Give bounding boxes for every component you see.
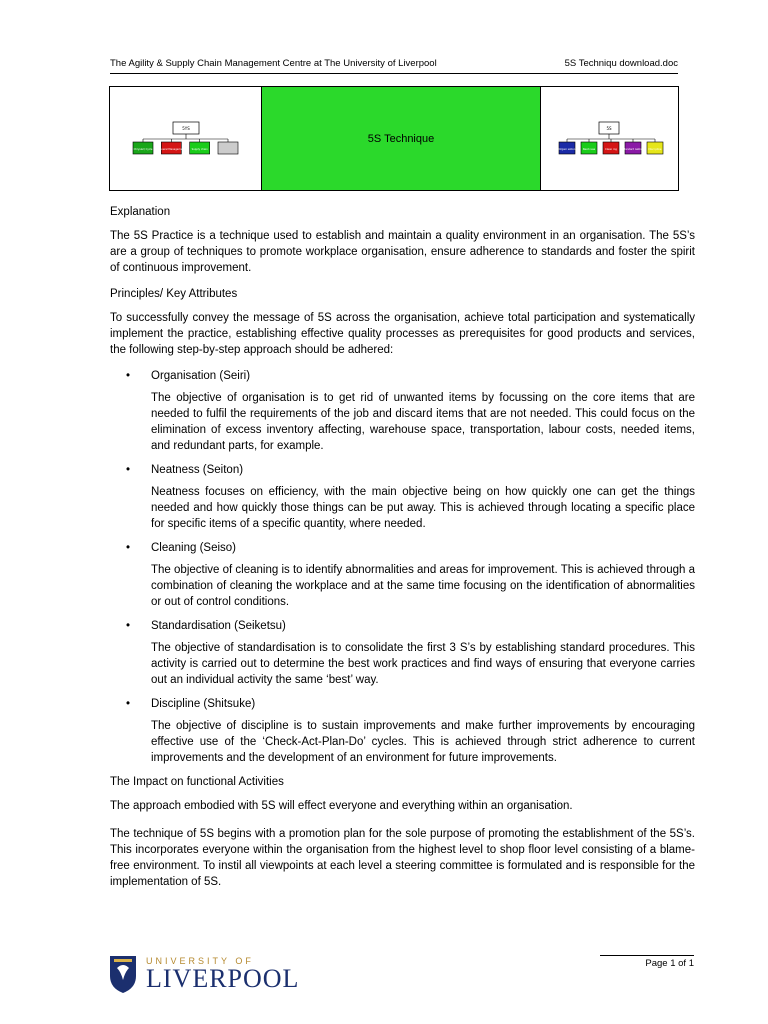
bullet-item	[110, 542, 695, 554]
impact-text-2: The technique of 5S begins with a promotion plan for the sole purpose of promoting the establishment of the 5S’s. This incorporates everyone within the organisation from the highest level to shop floor level consisting of a blame-free environment. To instil all viewpoints at each level a steering committee is formulated and is responsible for the implementation of 5S.	[110, 828, 695, 888]
bullet-list	[110, 370, 695, 766]
chart-root-label: 5S	[606, 126, 612, 131]
crest-icon	[108, 954, 138, 994]
bullet-title: Standardisation (Seiketsu)	[151, 620, 286, 632]
bullet-dot-icon: •	[126, 464, 131, 476]
chart-root-label: 5YS	[182, 126, 190, 131]
document-body	[110, 206, 695, 902]
logo-top-text: UNIVERSITY OF	[146, 956, 254, 966]
bullet-dot-icon: •	[126, 698, 131, 710]
bullet-text: The objective of cleaning is to identify abnormalities and areas for improvement. This is achieved through a combination of cleaning the workplace and at the same time focusing on the identification of abnormalities or out of control conditions.	[151, 564, 695, 608]
bullet-item	[110, 370, 695, 382]
right-org-chart	[540, 87, 678, 190]
impact-heading: The Impact on functional Activities	[110, 776, 284, 788]
header-left: The Agility & Supply Chain Management Centre at The University of Liverpool	[110, 57, 437, 69]
bullet-title: Discipline (Shitsuke)	[151, 698, 256, 710]
bullet-title: Organisation (Seiri)	[151, 370, 251, 382]
banner-title: 5S Technique	[367, 132, 435, 145]
bullet-dot-icon: •	[126, 620, 131, 632]
bullet-text: The objective of discipline is to sustain improvements and make further improvements by encouraging effective use of the ‘Check-Act-Plan-Do’ cycles. This is achieved through strict adherence to current improvements and the development of an environment for future improvements.	[151, 720, 695, 764]
bullet-text: Neatness focuses on efficiency, with the main objective being on how quickly one can get the things needed and how quickly those things can be put away. This is achieved through locating a specific place for specific items of a specific quantity, where needed.	[151, 486, 695, 530]
principles-text: To successfully convey the message of 5S across the organisation, achieve total participation and systematically implement the practice, establishing effective quality processes as prerequisites for good products and services, the following step-by-step approach should be adhered:	[110, 312, 695, 356]
page-number: Page 1 of 1	[600, 955, 694, 969]
header-right: 5S Techniqu download.doc	[564, 57, 678, 69]
chart-child-label: Supply chain	[191, 148, 208, 151]
logo-bottom-text: LIVERPOOL	[146, 964, 300, 993]
explanation-text: The 5S Practice is a technique used to establish and maintain a quality environment in an organisation. The 5S’s are a group of techniques to promote workplace organisation, ensure adherence to standards and foster the spirit of continuous improvement.	[110, 230, 695, 274]
bullet-dot-icon: •	[126, 542, 131, 554]
chart-child-label: Standard isation	[622, 148, 644, 151]
explanation-heading: Explanation	[110, 206, 171, 218]
chart-child-label: General Management	[157, 148, 185, 151]
chart-child-label: Disci pline	[648, 148, 662, 151]
org-chart-right-graphic	[541, 87, 679, 190]
bullet-text: The objective of standardisation is to consolidate the first 3 S’s by establishing standard procedures. This activity is carried out to determine the best work practices and find ways of ensuring that everyone carries out an individual activity the same ‘best’ way.	[151, 642, 695, 686]
bullet-text: The objective of organisation is to get rid of unwanted items by focussing on the core items that are needed to fulfil the requirements of the job and discard items that are not needed. This could focus on the elimination of excess inventory affecting, warehouse space, transportation, labour costs, needed items, and redundant parts, for example.	[151, 392, 695, 452]
bullet-dot-icon: •	[126, 370, 131, 382]
page-header	[110, 55, 678, 74]
principles-heading: Principles/ Key Attributes	[110, 288, 238, 300]
org-chart-left-graphic	[110, 87, 262, 190]
bullet-title: Cleaning (Seiso)	[151, 542, 237, 554]
bullet-item	[110, 464, 695, 476]
bullet-item	[110, 698, 695, 710]
chart-child-label: Clean ing	[605, 148, 617, 151]
chart-child-box	[218, 142, 238, 154]
university-logo	[108, 954, 299, 994]
bullet-item	[110, 620, 695, 632]
chart-child-label: Neat ness	[582, 148, 596, 151]
title-banner	[109, 86, 679, 191]
banner-title-cell	[262, 87, 540, 190]
chart-child-label: Organi sation	[558, 148, 576, 151]
bullet-title: Neatness (Seiton)	[151, 464, 244, 476]
left-org-chart	[110, 87, 262, 190]
chart-child-label: Chrysler/ Cycle	[133, 148, 153, 151]
impact-text-1: The approach embodied with 5S will effect everyone and everything within an organisation.	[110, 800, 573, 812]
